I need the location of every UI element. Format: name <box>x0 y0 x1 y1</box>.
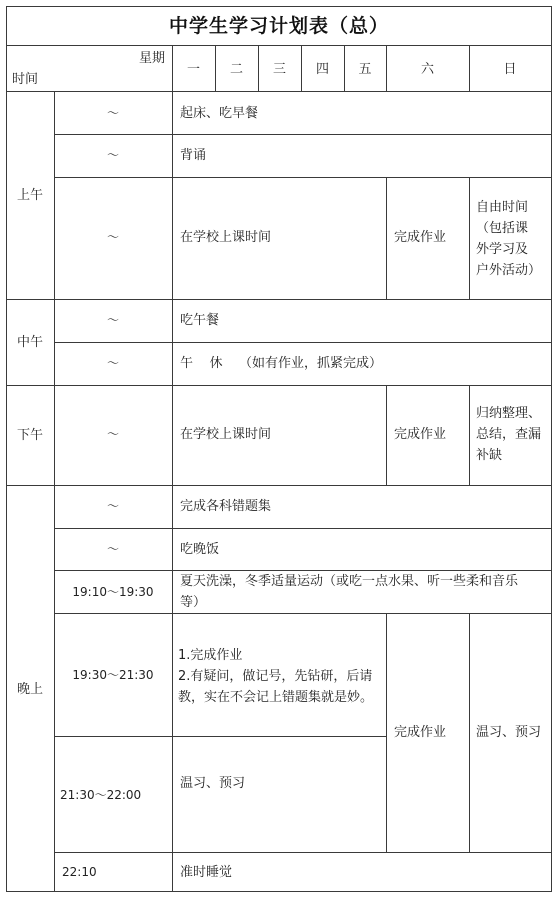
activity-r7: 完成各科错题集 <box>180 499 272 514</box>
sunday-morning-line-3: 外学习及 <box>476 242 529 257</box>
rule-morning-end <box>6 299 552 300</box>
sat-col-rule-am <box>386 177 387 299</box>
activity-r3: 在学校上课时间 <box>180 230 272 245</box>
time-r5: ～ <box>106 356 119 370</box>
period-col-rule <box>54 91 55 892</box>
sunday-morning-line-2: （包括课 <box>476 221 529 236</box>
day-fri: 五 <box>358 62 372 77</box>
time-r10: 19:30～21:30 <box>72 668 154 682</box>
sun-col-rule-am <box>469 177 470 299</box>
period-evening: 晚上 <box>16 682 43 697</box>
time-r4: ～ <box>106 313 119 327</box>
time-r8: ～ <box>106 542 119 556</box>
activity-col-rule <box>172 91 173 892</box>
rule-r2 <box>54 177 552 178</box>
sunday-evening: 温习、预习 <box>476 725 542 740</box>
sun-col-rule-eve <box>469 613 470 852</box>
activity-r12: 准时睡觉 <box>180 865 233 880</box>
day-sat: 六 <box>420 62 434 77</box>
activity-r9 <box>180 571 552 613</box>
period-afternoon: 下午 <box>16 428 43 443</box>
frame-top <box>6 6 552 7</box>
period-morning: 上午 <box>16 188 43 203</box>
header-rule <box>6 91 552 92</box>
title-rule <box>6 45 552 46</box>
activity-r2: 背诵 <box>180 148 207 163</box>
sunday-morning-line-1: 自由时间 <box>476 200 529 215</box>
time-r12: 22:10 <box>62 865 97 879</box>
activity-r11: 温习、预习 <box>180 776 246 791</box>
sunday-afternoon-line-2: 总结，查漏 <box>476 427 542 442</box>
time-r3: ～ <box>106 230 119 244</box>
activity-r9-line-2: 等） <box>180 595 207 610</box>
activity-r5: 午 休 （如有作业，抓紧完成） <box>180 356 383 371</box>
rule-r4 <box>54 342 552 343</box>
time-r7: ～ <box>106 499 119 513</box>
rule-afternoon-end <box>6 485 552 486</box>
activity-r10-line-2: 2.有疑问，做记号，先钻研，后请 <box>178 669 373 684</box>
saturday-afternoon: 完成作业 <box>394 427 447 442</box>
sunday-afternoon-line-1: 归纳整理、 <box>476 406 542 421</box>
rule-r9 <box>54 613 552 614</box>
sunday-afternoon-line-3: 补缺 <box>476 448 503 463</box>
day-wed: 三 <box>272 62 286 77</box>
activity-r4: 吃午餐 <box>180 313 220 328</box>
activity-r1: 起床、吃早餐 <box>180 106 259 121</box>
sunday-afternoon <box>476 403 552 466</box>
time-r2: ～ <box>106 148 119 162</box>
period-noon: 中午 <box>16 335 43 350</box>
saturday-morning: 完成作业 <box>394 230 447 245</box>
day-sun: 日 <box>503 62 517 77</box>
time-r6: ～ <box>106 427 119 441</box>
activity-r10 <box>178 645 386 708</box>
day-thu: 四 <box>315 62 329 77</box>
activity-r9-line-1: 夏天洗澡，冬季适量运动（或吃一点水果、听一些柔和音乐 <box>180 574 519 589</box>
frame-bottom <box>6 891 552 892</box>
time-header-label: 时间 <box>12 72 39 87</box>
page-title: 中学生学习计划表（总） <box>168 15 389 37</box>
sun-col-rule-pm <box>469 385 470 485</box>
activity-r10-line-3: 教，实在不会记上错题集就是妙。 <box>178 690 374 705</box>
rule-r1 <box>54 134 552 135</box>
activity-r6: 在学校上课时间 <box>180 427 272 442</box>
sunday-morning <box>476 197 552 281</box>
day-tue: 二 <box>229 62 243 77</box>
rule-r11 <box>54 852 552 853</box>
activity-r10-line-1: 1.完成作业 <box>178 648 243 663</box>
time-r9: 19:10～19:30 <box>72 585 154 599</box>
sat-col-rule-pm <box>386 385 387 485</box>
sunday-morning-line-4: 户外活动） <box>476 263 542 278</box>
day-mon: 一 <box>186 62 200 77</box>
time-r1: ～ <box>106 106 119 120</box>
weekday-header-label: 星期 <box>139 51 166 66</box>
sat-col-rule-eve <box>386 613 387 852</box>
activity-r8: 吃晚饭 <box>180 542 220 557</box>
time-r11: 21:30～22:00 <box>60 788 142 802</box>
saturday-evening: 完成作业 <box>394 725 447 740</box>
frame-left <box>6 6 7 892</box>
rule-r7 <box>54 528 552 529</box>
rule-r10 <box>54 736 387 737</box>
rule-noon-end <box>6 385 552 386</box>
